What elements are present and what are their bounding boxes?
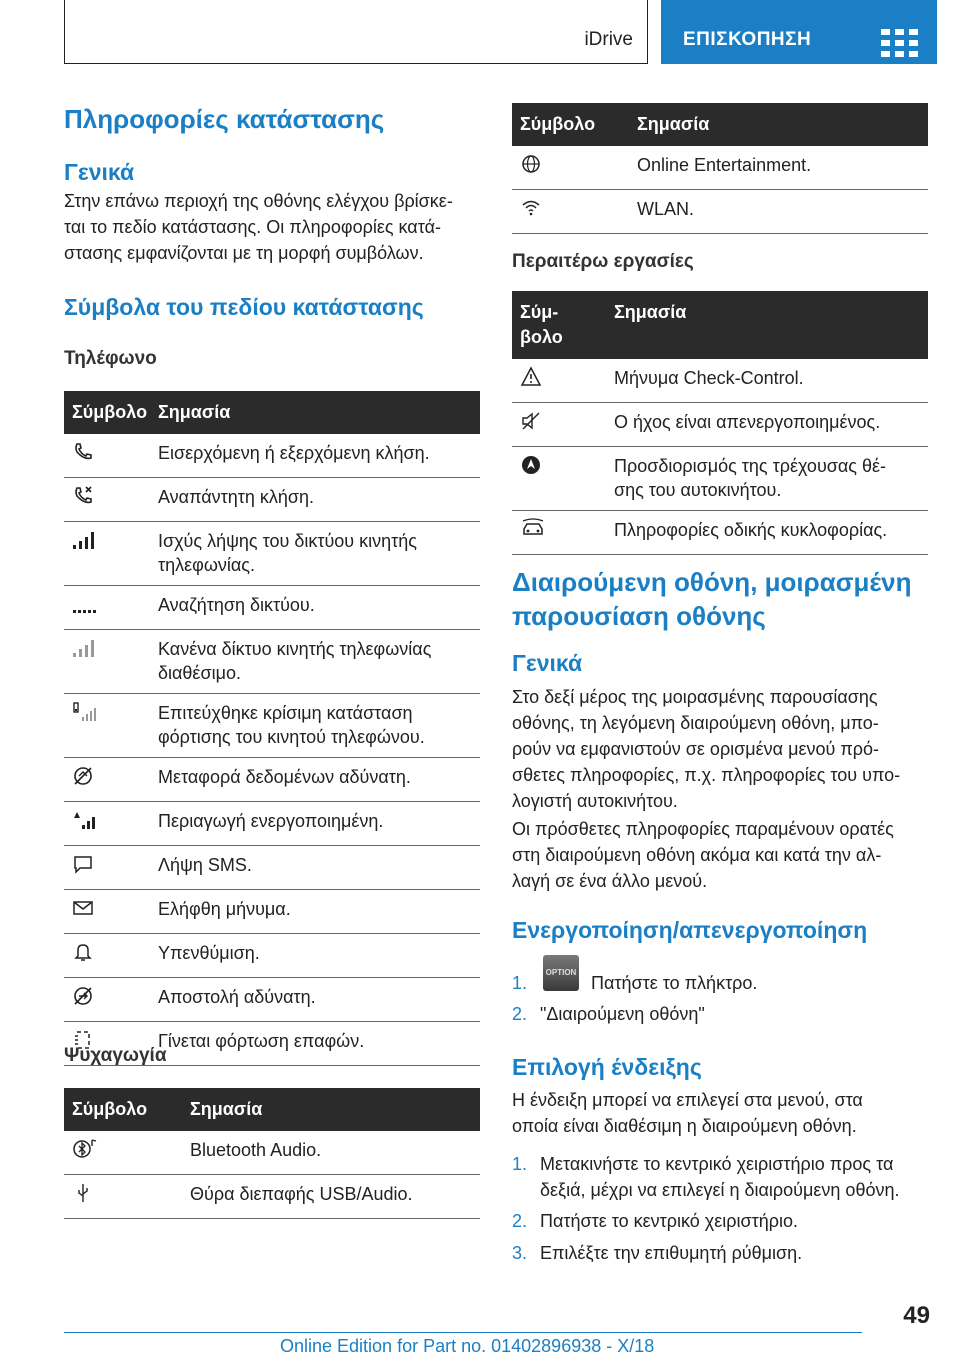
- reminder-bell-icon: [72, 941, 96, 963]
- step-number: 3.: [512, 1243, 528, 1263]
- page-title: Πληροφορίες κατάστασης: [64, 104, 385, 134]
- phone-icon: [72, 441, 96, 463]
- onoff-step-1: Πατήστε το πλήκτρο.: [591, 973, 758, 993]
- col-meaning-header: Σημασία: [158, 391, 480, 434]
- table-header-row: [512, 103, 928, 146]
- split-general-heading: Γενικά: [512, 650, 583, 676]
- send-disabled-icon: [72, 985, 96, 1007]
- footer-edition: Online Edition for Part no. 01402896938 - X/18: [280, 1336, 655, 1356]
- table-row: Ισχύς λήψης του δικτύου κινητής τηλεφωνίας.: [64, 522, 480, 586]
- sound-off-icon: [520, 410, 544, 432]
- table-row: WLAN.: [512, 190, 928, 234]
- more-symbols-table: [512, 291, 928, 555]
- col-meaning-header: Σημασία: [190, 1088, 480, 1131]
- table-row: Υπενθύμιση.: [64, 934, 480, 978]
- traffic-info-icon: [520, 518, 544, 540]
- col-symbol-header: Σύμβολο: [512, 103, 637, 146]
- col-symbol-header: Σύμβολο: [64, 1088, 190, 1131]
- phone-symbols-table: [64, 391, 480, 1066]
- table-row: Λήψη SMS.: [64, 846, 480, 890]
- split-general-paragraph-2: Οι πρόσθετες πληροφορίες παραμένουν ορατές στη διαιρούμενη οθόνη ακόμα και κατά την αλ‐ λαγή σε ένα άλλο μενού.: [512, 819, 894, 891]
- bluetooth-audio-icon: [72, 1138, 96, 1160]
- table-row: Ελήφθη μήνυμα.: [64, 890, 480, 934]
- table-row: Αποστολή αδύνατη.: [64, 978, 480, 1022]
- table-row: Μήνυμα Check-Control.: [512, 359, 928, 403]
- phone-heading: Τηλέφωνο: [64, 348, 157, 369]
- missed-call-icon: [72, 485, 96, 507]
- signal-strength-icon: [72, 529, 96, 551]
- symbols-heading: Σύμβολα του πεδίου κατάστασης: [64, 294, 424, 320]
- no-network-icon: [72, 637, 96, 659]
- step-number: 1.: [512, 973, 528, 993]
- network-search-icon: [72, 593, 96, 615]
- data-transfer-disabled-icon: [72, 765, 96, 787]
- option-button-icon: OPTION: [543, 955, 579, 991]
- table-row: Κανένα δίκτυο κινητής τηλεφωνίας διαθέσιμο.: [64, 630, 480, 694]
- table-row: Αναζήτηση δικτύου.: [64, 586, 480, 630]
- select-display-heading: Επιλογή ένδειξης: [512, 1054, 702, 1080]
- table-row: Μεταφορά δεδομένων αδύνατη.: [64, 758, 480, 802]
- select-display-paragraph: Η ένδειξη μπορεί να επιλεγεί στα μενού, στα οποία είναι διαθέσιμη η διαιρούμενη οθόνη.: [512, 1090, 863, 1136]
- roaming-icon: [72, 809, 96, 831]
- online-symbols-table: [512, 103, 928, 234]
- col-symbol-header: Σύμ‐ βολο: [512, 291, 614, 359]
- battery-critical-icon: [72, 701, 96, 723]
- general-paragraph: Στην επάνω περιοχή της οθόνης ελέγχου βρίσκε‐ ται το πεδίο κατάστασης. Οι πληροφορίες κατά‐ στασης εμφανίζονται με τη μορφή συμβόλων.: [64, 191, 453, 263]
- header-section-label: iDrive: [584, 29, 633, 50]
- footer-divider: [64, 1332, 862, 1333]
- warning-triangle-icon: [520, 366, 544, 388]
- split-general-paragraph-1: Στο δεξί μέρος της μοιρασμένης παρουσίασης οθόνης, τη λεγόμενη διαιρούμενη οθόνη, μπο‐ ρούν να εμφανιστούν σε ορισμένα μενού πρό‐ σθετες πληροφορίες, π.χ. πληροφορίες του υπο‐ λογιστή αυτοκινήτου.: [512, 687, 901, 811]
- onoff-step-2: "Διαιρούμενη οθόνη": [540, 1004, 705, 1024]
- table-header-row: [64, 391, 480, 434]
- table-row: Εισερχόμενη ή εξερχόμενη κλήση.: [64, 434, 480, 478]
- entertainment-symbols-table: [64, 1088, 480, 1219]
- table-header-row: [64, 1088, 480, 1131]
- select-step-3: Επιλέξτε την επιθυμητή ρύθμιση.: [540, 1243, 803, 1263]
- table-row: Επιτεύχθηκε κρίσιμη κατάσταση φόρτισης του κινητού τηλεφώνου.: [64, 694, 480, 758]
- col-meaning-header: Σημασία: [637, 103, 928, 146]
- split-screen-title: Διαιρούμενη οθόνη, μοιρασμένη παρουσίαση οθόνης: [512, 567, 912, 631]
- general-heading: Γενικά: [64, 159, 135, 185]
- onoff-heading: Ενεργοποίηση/απενεργοποίηση: [512, 917, 868, 943]
- table-row: Γίνεται φόρτωση επαφών.: [64, 1022, 480, 1066]
- table-row: Προσδιορισμός της τρέχουσας θέ‐ σης του αυτοκινήτου.: [512, 447, 928, 511]
- grid-menu-icon[interactable]: [881, 29, 918, 53]
- step-number: 2.: [512, 1004, 528, 1024]
- table-row: Πληροφορίες οδικής κυκλοφορίας.: [512, 511, 928, 555]
- col-meaning-header: Σημασία: [614, 291, 928, 359]
- step-number: 2.: [512, 1211, 528, 1231]
- col-symbol-header: Σύμβολο: [64, 391, 158, 434]
- sms-icon: [72, 853, 96, 875]
- page-number: 49: [903, 1302, 930, 1329]
- step-number: 1.: [512, 1154, 528, 1174]
- header-chapter-box[interactable]: [661, 0, 937, 64]
- table-header-row: [512, 291, 928, 359]
- table-row: Αναπάντητη κλήση.: [64, 478, 480, 522]
- header-left-box: [64, 0, 648, 64]
- select-step-1: Μετακινήστε το κεντρικό χειριστήριο προς τα δεξιά, μέχρι να επιλεγεί η διαιρούμενη οθόνη.: [540, 1154, 900, 1200]
- location-icon: [520, 454, 544, 476]
- table-row: Ο ήχος είναι απενεργοποιημένος.: [512, 403, 928, 447]
- table-row: Online Entertainment.: [512, 146, 928, 190]
- header-chapter-label: ΕΠΙΣΚΟΠΗΣΗ: [683, 29, 812, 50]
- table-row: Θύρα διεπαφής USB/Audio.: [64, 1175, 480, 1219]
- entertainment-heading: Ψυχαγωγία: [64, 1045, 167, 1066]
- online-entertainment-icon: [520, 153, 544, 175]
- mail-icon: [72, 897, 96, 919]
- table-row: Περιαγωγή ενεργοποιημένη.: [64, 802, 480, 846]
- table-row: Bluetooth Audio.: [64, 1131, 480, 1175]
- wlan-icon: [520, 197, 544, 219]
- select-step-2: Πατήστε το κεντρικό χειριστήριο.: [540, 1211, 798, 1231]
- more-tasks-heading: Περαιτέρω εργασίες: [512, 251, 694, 272]
- usb-icon: [72, 1182, 96, 1204]
